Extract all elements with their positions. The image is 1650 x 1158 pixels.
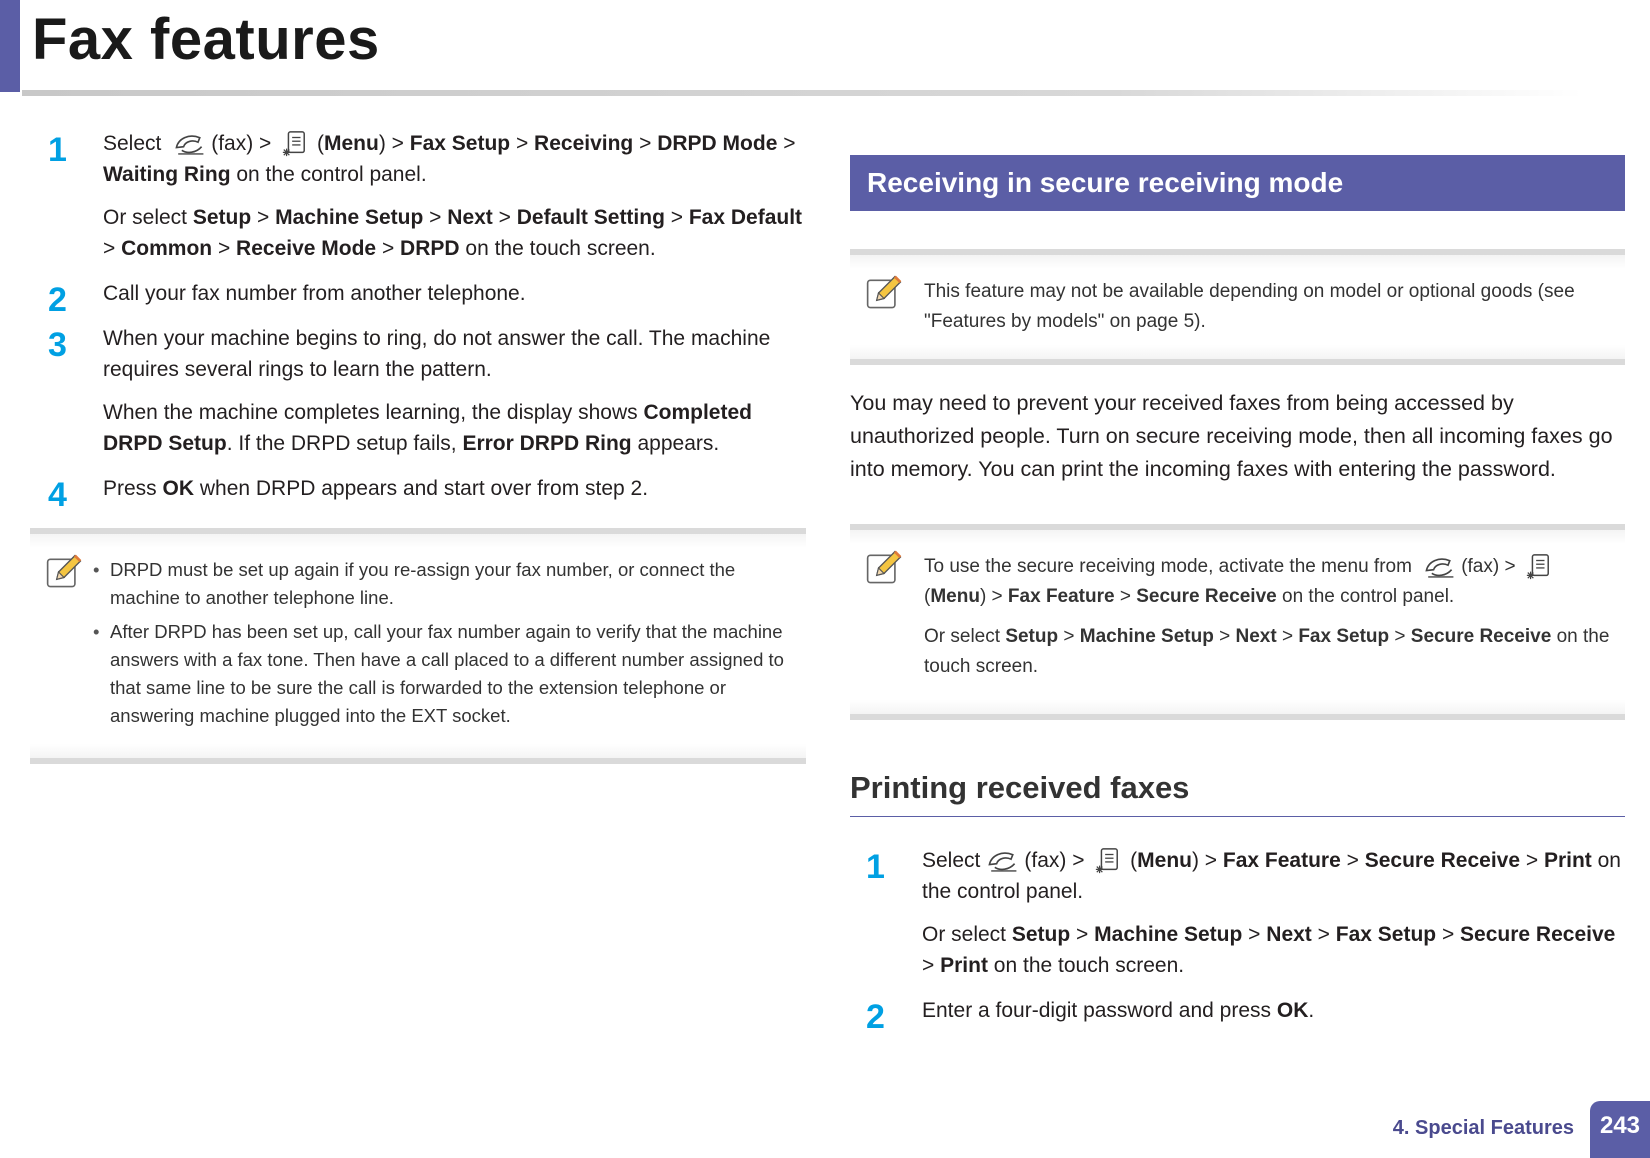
print-step-2	[850, 995, 1625, 1036]
step-number: 1	[48, 131, 67, 169]
page-number: 243	[1590, 1101, 1650, 1158]
note-item: • DRPD must be set up again if you re-assign your fax number, or connect the machine to another telephone line.	[110, 556, 798, 612]
menu-icon	[1525, 553, 1551, 581]
step-number: 2	[48, 281, 67, 319]
footer-section-label: 4. Special Features	[1392, 1117, 1574, 1139]
step-text: Press OK when DRPD appears and start over from step 2.	[103, 477, 649, 500]
step-text: Select (fax) > (Menu) > Fax Setup > Receiving > DRPD Mode > Waiting Ring on the control panel.	[103, 132, 796, 186]
fax-icon	[984, 847, 1020, 875]
menu-icon	[281, 130, 307, 158]
step-2	[40, 278, 808, 319]
page-title: Fax features	[32, 7, 380, 72]
step-alt-text: When the machine completes learning, the display shows Completed DRPD Setup. If the DRPD setup fails, Error DRPD Ring appears.	[103, 401, 752, 455]
section-heading-printing: Printing received faxes	[850, 770, 1625, 817]
note-item: • After DRPD has been set up, call your fax number again to verify that the machine answers with a fax tone. Then have a call placed to a different number assigned to that same line to be sure the call is forwarded to the extension telephone or answering machine plugged into the EXT socket.	[110, 618, 798, 730]
note-list	[30, 534, 806, 758]
left-column	[40, 128, 808, 764]
step-number: 4	[48, 476, 67, 514]
step-3	[40, 323, 808, 459]
step-number: 3	[48, 326, 67, 364]
secure-menu-note	[850, 524, 1625, 720]
step-text: Enter a four-digit password and press OK.	[922, 999, 1315, 1022]
menu-icon	[1094, 847, 1120, 875]
step-4	[40, 473, 808, 514]
step-text: Call your fax number from another telephone.	[103, 282, 526, 305]
availability-note	[850, 249, 1625, 365]
title-accent-bar	[0, 0, 20, 92]
right-column	[850, 155, 1625, 1038]
drpd-note	[30, 528, 806, 764]
section-heading-secure: Receiving in secure receiving mode	[850, 155, 1625, 211]
title-divider	[22, 90, 1582, 96]
print-step-1	[850, 845, 1625, 981]
fax-icon	[1421, 553, 1457, 581]
pencil-note-icon	[864, 548, 904, 588]
step-text: Select (fax) > (Menu) > Fax Feature > Secure Receive > Print on the control panel.	[922, 849, 1621, 903]
note-text: To use the secure receiving mode, activate the menu from (fax) > (Menu) > Fax Feature > Secure Receive on the control panel. Or select Setup > Machine Setup > Next > Fax Setup > Secure Receive on the touch screen.	[850, 530, 1625, 714]
step-number: 1	[866, 848, 885, 886]
step-alt-text: Or select Setup > Machine Setup > Next > Fax Setup > Secure Receive > Print on the touch screen.	[922, 923, 1616, 977]
secure-description: You may need to prevent your received faxes from being accessed by unauthorized people. Turn on secure receiving mode, then all incoming faxes go into memory. You can print the incoming faxes with entering the password.	[850, 391, 1613, 481]
step-alt-text: Or select Setup > Machine Setup > Next > Default Setting > Fax Default > Common > Receive Mode > DRPD on the touch screen.	[103, 206, 803, 260]
pencil-note-icon	[44, 552, 84, 592]
pencil-note-icon	[864, 273, 904, 313]
step-number: 2	[866, 998, 885, 1036]
note-text: This feature may not be available depending on model or optional goods (see "Features by models" on page 5).	[924, 281, 1575, 332]
fax-icon	[171, 130, 207, 158]
step-1	[40, 128, 808, 264]
step-text: When your machine begins to ring, do not answer the call. The machine requires several rings to learn the pattern.	[103, 327, 771, 381]
